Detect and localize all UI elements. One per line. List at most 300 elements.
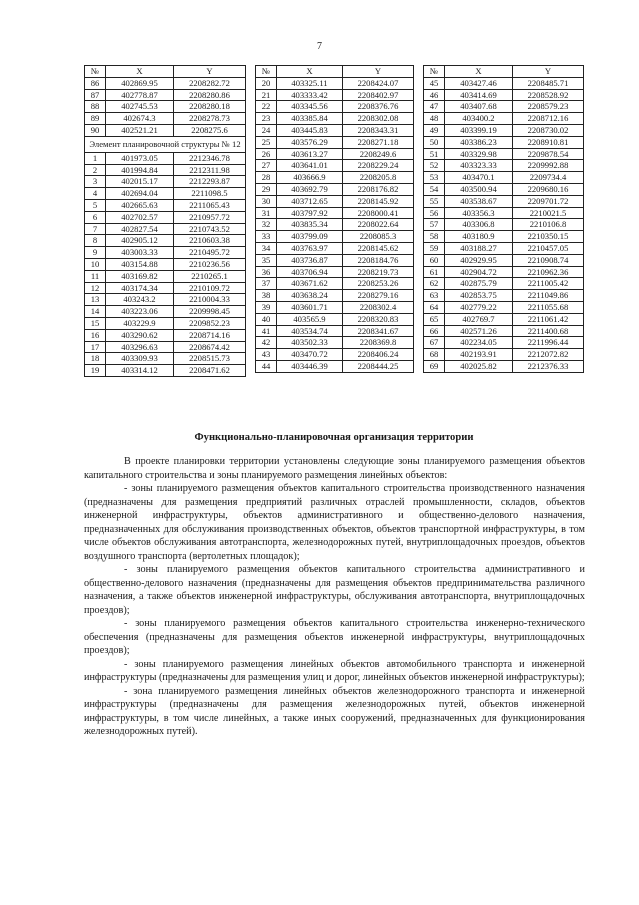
cell-y: 2211996.44 [513, 337, 584, 349]
cell-x: 403601.71 [277, 301, 343, 313]
cell-x: 403296.63 [106, 341, 174, 353]
section-intro: В проекте планировки территории установлены следующие зоны планируемого размещения объектов капитального строительства и зоны планируемого размещения линейных объектов: [84, 456, 585, 481]
table-row [85, 188, 246, 200]
table-header-row [424, 66, 584, 78]
cell-y: 2210004.33 [174, 294, 246, 306]
cell-y: 2208406.24 [343, 349, 414, 361]
cell-x: 402665.63 [106, 199, 174, 211]
cell-num: 90 [85, 124, 106, 136]
cell-x: 403414.69 [445, 89, 513, 101]
header-y: Y [174, 66, 246, 78]
cell-num: 29 [256, 183, 277, 195]
table-row [256, 231, 414, 243]
table-row [424, 101, 584, 113]
cell-x: 402025.82 [445, 360, 513, 372]
cell-y: 2210265.1 [174, 270, 246, 282]
section-title: Функционально-планировочная организация территории [194, 432, 474, 443]
cell-x: 403180.9 [445, 231, 513, 243]
cell-y: 2210962.36 [513, 266, 584, 278]
cell-x: 403290.62 [106, 329, 174, 341]
zone-list-item: - зоны планируемого размещения линейных объектов автомобильного транспорта и инженерной инфраструктуры (предназначены для размещения улиц и дорог, линейных объектов инженерной инфраструктуры); [84, 658, 585, 683]
table-row [424, 172, 584, 184]
table-row [256, 266, 414, 278]
cell-num: 31 [256, 207, 277, 219]
cell-num: 27 [256, 160, 277, 172]
cell-num: 47 [424, 101, 445, 113]
cell-y: 2209680.16 [513, 183, 584, 195]
table-row [256, 101, 414, 113]
header-x: X [106, 66, 174, 78]
table-row [424, 325, 584, 337]
cell-num: 88 [85, 101, 106, 113]
cell-x: 403345.56 [277, 101, 343, 113]
cell-x: 402015.17 [106, 176, 174, 188]
table-row [424, 349, 584, 361]
cell-y: 2208280.86 [174, 89, 246, 101]
cell-y: 2210603.38 [174, 235, 246, 247]
cell-x: 402905.12 [106, 235, 174, 247]
cell-num: 7 [85, 223, 106, 235]
zone-list-item: - зоны планируемого размещения объектов капитального строительства административного и общественно-делового назначения (предназначены для размещения объектов предпринимательства различного назначения, а также объектов инженерной инфраструктуры, обслуживания автотранспорта, внутриплощадочных проездов); [84, 564, 585, 616]
cell-y: 2208275.6 [174, 124, 246, 136]
coordinates-table-3 [423, 65, 584, 373]
zone-list-item: - зоны планируемого размещения объектов капитального строительства производственного назначения (предназначены для размещения предприятий различных отраслей промышленности, складов, объектов инженерной инфраструктуры, объектов административного и общественно-делового назначения, предназначенных для обслуживания производственных объектов, объектов транспортной инфраструктуры, в том числе объектов обслуживания автотранспорта, железнодорожных путей, внутриплощадочных проездов, объектов воздушного транспорта (вертолетных площадок); [84, 483, 585, 562]
cell-y: 2208229.24 [343, 160, 414, 172]
table-row [256, 278, 414, 290]
cell-y: 2208145.62 [343, 242, 414, 254]
cell-x: 403243.2 [106, 294, 174, 306]
header-y: Y [343, 66, 414, 78]
cell-y: 2208253.26 [343, 278, 414, 290]
cell-x: 402929.95 [445, 254, 513, 266]
table-row [85, 223, 246, 235]
table-row [424, 301, 584, 313]
table-row [256, 172, 414, 184]
table-row [85, 89, 246, 101]
cell-y: 2212376.33 [513, 360, 584, 372]
table-row [256, 242, 414, 254]
cell-x: 403641.01 [277, 160, 343, 172]
cell-num: 2 [85, 164, 106, 176]
cell-num: 50 [424, 136, 445, 148]
table-row [424, 136, 584, 148]
table-row [424, 278, 584, 290]
cell-x: 403325.11 [277, 77, 343, 89]
cell-x: 403306.8 [445, 219, 513, 231]
cell-y: 2208471.62 [174, 365, 246, 377]
cell-num: 33 [256, 231, 277, 243]
cell-num: 10 [85, 258, 106, 270]
cell-y: 2210457.05 [513, 242, 584, 254]
table-row [85, 317, 246, 329]
cell-x: 403446.39 [277, 360, 343, 372]
table3-rows [424, 77, 584, 372]
cell-x: 403736.87 [277, 254, 343, 266]
cell-num: 59 [424, 242, 445, 254]
cell-num: 52 [424, 160, 445, 172]
cell-x: 403638.24 [277, 290, 343, 302]
cell-y: 2209998.45 [174, 306, 246, 318]
cell-x: 402674.3 [106, 113, 174, 125]
cell-x: 402904.72 [445, 266, 513, 278]
cell-y: 2208402.97 [343, 89, 414, 101]
table-row [85, 341, 246, 353]
cell-x: 403763.97 [277, 242, 343, 254]
cell-y: 2210106.8 [513, 219, 584, 231]
cell-y: 2209734.4 [513, 172, 584, 184]
cell-num: 4 [85, 188, 106, 200]
table-row [424, 77, 584, 89]
table-row [85, 164, 246, 176]
cell-num: 34 [256, 242, 277, 254]
cell-x: 403174.34 [106, 282, 174, 294]
cell-x: 402694.04 [106, 188, 174, 200]
cell-num: 53 [424, 172, 445, 184]
cell-x: 403154.88 [106, 258, 174, 270]
cell-x: 402769.7 [445, 313, 513, 325]
cell-x: 403470.72 [277, 349, 343, 361]
table-header-row [256, 66, 414, 78]
cell-x: 402827.54 [106, 223, 174, 235]
table-row [256, 254, 414, 266]
cell-x: 402779.22 [445, 301, 513, 313]
table-row [85, 113, 246, 125]
cell-y: 2208369.8 [343, 337, 414, 349]
table-row [256, 77, 414, 89]
zone-list-item: - зоны планируемого размещения объектов капитального строительства инженерно-технического обеспечения (предназначены для размещения объектов инженерной инфраструктуры, внутриплощадочных проездов); [84, 618, 585, 656]
table-row [85, 282, 246, 294]
cell-x: 403538.67 [445, 195, 513, 207]
cell-x: 403502.33 [277, 337, 343, 349]
table-row [256, 290, 414, 302]
table-row [256, 124, 414, 136]
cell-num: 32 [256, 219, 277, 231]
cell-y: 2208219.73 [343, 266, 414, 278]
cell-num: 61 [424, 266, 445, 278]
cell-x: 403534.74 [277, 325, 343, 337]
cell-num: 44 [256, 360, 277, 372]
table-row [424, 231, 584, 243]
table-row [424, 254, 584, 266]
cell-num: 38 [256, 290, 277, 302]
cell-x: 403169.82 [106, 270, 174, 282]
cell-x: 403229.9 [106, 317, 174, 329]
zone-list-item: - зона планируемого размещения линейных объектов железнодорожного транспорта и инженерной инфраструктуры (предназначены для размещения железнодорожных путей, объектов инженерной инфраструктуры, в том числе линейных, а также иных сооружений, предназначенных для функционирования железнодорожных путей). [84, 685, 585, 737]
cell-num: 68 [424, 349, 445, 361]
page-number: 7 [317, 41, 322, 52]
cell-num: 20 [256, 77, 277, 89]
cell-x: 402875.79 [445, 278, 513, 290]
cell-num: 48 [424, 113, 445, 125]
cell-num: 89 [85, 113, 106, 125]
cell-y: 2208176.82 [343, 183, 414, 195]
table-row [85, 211, 246, 223]
cell-x: 403399.19 [445, 124, 513, 136]
cell-num: 46 [424, 89, 445, 101]
table-row [424, 89, 584, 101]
cell-num: 36 [256, 266, 277, 278]
cell-y: 2212346.78 [174, 152, 246, 164]
table-row [85, 306, 246, 318]
table-row [85, 270, 246, 282]
cell-x: 403003.33 [106, 247, 174, 259]
cell-y: 2208279.16 [343, 290, 414, 302]
cell-y: 2208376.76 [343, 101, 414, 113]
cell-x: 403386.23 [445, 136, 513, 148]
cell-y: 2210021.5 [513, 207, 584, 219]
table-row [424, 160, 584, 172]
cell-x: 402869.95 [106, 77, 174, 89]
cell-y: 2208714.16 [174, 329, 246, 341]
table-row [424, 242, 584, 254]
cell-x: 401973.05 [106, 152, 174, 164]
cell-num: 12 [85, 282, 106, 294]
table-row [85, 101, 246, 113]
cell-num: 55 [424, 195, 445, 207]
cell-y: 2212293.87 [174, 176, 246, 188]
cell-x: 403356.3 [445, 207, 513, 219]
cell-x: 403223.06 [106, 306, 174, 318]
cell-num: 19 [85, 365, 106, 377]
cell-num: 6 [85, 211, 106, 223]
cell-y: 2211005.42 [513, 278, 584, 290]
cell-y: 2208184.76 [343, 254, 414, 266]
table-row [256, 219, 414, 231]
cell-y: 2208280.18 [174, 101, 246, 113]
cell-num: 9 [85, 247, 106, 259]
cell-x: 403333.42 [277, 89, 343, 101]
table-row [256, 360, 414, 372]
cell-num: 37 [256, 278, 277, 290]
cell-y: 2210957.72 [174, 211, 246, 223]
cell-y: 2208145.92 [343, 195, 414, 207]
cell-num: 58 [424, 231, 445, 243]
cell-y: 2208205.8 [343, 172, 414, 184]
cell-num: 13 [85, 294, 106, 306]
table2-rows [256, 77, 414, 372]
header-x: X [277, 66, 343, 78]
cell-num: 24 [256, 124, 277, 136]
cell-y: 2208282.72 [174, 77, 246, 89]
table-row [424, 290, 584, 302]
cell-num: 14 [85, 306, 106, 318]
table-row [424, 207, 584, 219]
table-row [85, 353, 246, 365]
table-row [85, 329, 246, 341]
planning-element-subheader: Элемент планировочной структуры № 12 [85, 136, 246, 152]
cell-y: 2209992.88 [513, 160, 584, 172]
cell-y: 2208730.02 [513, 124, 584, 136]
cell-x: 402778.87 [106, 89, 174, 101]
cell-y: 2210350.15 [513, 231, 584, 243]
cell-x: 402702.57 [106, 211, 174, 223]
table-row [85, 247, 246, 259]
table-row [256, 207, 414, 219]
cell-num: 11 [85, 270, 106, 282]
cell-num: 45 [424, 77, 445, 89]
table-row [424, 219, 584, 231]
table-row [85, 152, 246, 164]
cell-y: 2208674.42 [174, 341, 246, 353]
cell-x: 403712.65 [277, 195, 343, 207]
cell-y: 2208424.07 [343, 77, 414, 89]
cell-num: 41 [256, 325, 277, 337]
table-row [424, 337, 584, 349]
cell-x: 403309.93 [106, 353, 174, 365]
table-row [424, 313, 584, 325]
table-row [85, 235, 246, 247]
table-row [424, 183, 584, 195]
cell-y: 2208341.67 [343, 325, 414, 337]
cell-x: 403470.1 [445, 172, 513, 184]
table-row [256, 89, 414, 101]
cell-y: 2211055.68 [513, 301, 584, 313]
cell-y: 2211049.86 [513, 290, 584, 302]
cell-y: 2208712.16 [513, 113, 584, 125]
table-row [424, 124, 584, 136]
cell-num: 66 [424, 325, 445, 337]
cell-y: 2209852.23 [174, 317, 246, 329]
cell-x: 402853.75 [445, 290, 513, 302]
cell-num: 63 [424, 290, 445, 302]
cell-x: 403797.92 [277, 207, 343, 219]
cell-num: 86 [85, 77, 106, 89]
cell-x: 403706.94 [277, 266, 343, 278]
table-row [85, 124, 246, 136]
table-row [256, 301, 414, 313]
coordinates-table-2 [255, 65, 414, 373]
table-row [424, 113, 584, 125]
cell-y: 2212072.82 [513, 349, 584, 361]
cell-num: 28 [256, 172, 277, 184]
coordinates-table-1 [84, 65, 246, 377]
cell-num: 62 [424, 278, 445, 290]
section-body [84, 455, 585, 739]
cell-x: 402521.21 [106, 124, 174, 136]
cell-x: 403314.12 [106, 365, 174, 377]
cell-y: 2208343.31 [343, 124, 414, 136]
table1-rows-bottom [85, 152, 246, 376]
cell-num: 65 [424, 313, 445, 325]
cell-y: 2211065.43 [174, 199, 246, 211]
cell-num: 39 [256, 301, 277, 313]
table-row [256, 136, 414, 148]
cell-x: 401994.84 [106, 164, 174, 176]
table-subheader-row [85, 136, 246, 152]
cell-num: 60 [424, 254, 445, 266]
table1-rows-top [85, 77, 246, 136]
cell-num: 8 [85, 235, 106, 247]
cell-y: 2210495.72 [174, 247, 246, 259]
cell-y: 2208579.23 [513, 101, 584, 113]
header-x: X [445, 66, 513, 78]
cell-num: 26 [256, 148, 277, 160]
cell-num: 51 [424, 148, 445, 160]
header-num: № [85, 66, 106, 78]
cell-y: 2211400.68 [513, 325, 584, 337]
cell-num: 30 [256, 195, 277, 207]
cell-y: 2208302.4 [343, 301, 414, 313]
cell-x: 403835.34 [277, 219, 343, 231]
cell-y: 2208271.18 [343, 136, 414, 148]
cell-x: 402234.05 [445, 337, 513, 349]
table-row [85, 258, 246, 270]
cell-y: 2210236.56 [174, 258, 246, 270]
cell-num: 35 [256, 254, 277, 266]
table-row [256, 325, 414, 337]
cell-y: 2210908.74 [513, 254, 584, 266]
cell-num: 87 [85, 89, 106, 101]
cell-num: 43 [256, 349, 277, 361]
cell-num: 16 [85, 329, 106, 341]
cell-y: 2209701.72 [513, 195, 584, 207]
table-row [256, 183, 414, 195]
cell-y: 2208022.64 [343, 219, 414, 231]
cell-num: 67 [424, 337, 445, 349]
cell-y: 2208910.81 [513, 136, 584, 148]
cell-x: 403576.29 [277, 136, 343, 148]
header-y: Y [513, 66, 584, 78]
cell-x: 403565.9 [277, 313, 343, 325]
cell-y: 2209878.54 [513, 148, 584, 160]
cell-x: 403427.46 [445, 77, 513, 89]
cell-num: 25 [256, 136, 277, 148]
cell-y: 2208528.92 [513, 89, 584, 101]
cell-y: 2208302.08 [343, 113, 414, 125]
table-row [85, 365, 246, 377]
cell-x: 403407.68 [445, 101, 513, 113]
cell-x: 402193.91 [445, 349, 513, 361]
cell-y: 2208515.73 [174, 353, 246, 365]
cell-y: 2211098.5 [174, 188, 246, 200]
table-row [256, 113, 414, 125]
cell-x: 403400.2 [445, 113, 513, 125]
table-row [424, 360, 584, 372]
cell-x: 403613.27 [277, 148, 343, 160]
cell-y: 2210743.52 [174, 223, 246, 235]
cell-x: 403692.79 [277, 183, 343, 195]
cell-y: 2212311.98 [174, 164, 246, 176]
header-num: № [256, 66, 277, 78]
cell-num: 56 [424, 207, 445, 219]
table-row [256, 349, 414, 361]
cell-num: 69 [424, 360, 445, 372]
table-row [424, 266, 584, 278]
table-row [256, 337, 414, 349]
cell-y: 2208320.83 [343, 313, 414, 325]
cell-y: 2211061.42 [513, 313, 584, 325]
cell-x: 403799.09 [277, 231, 343, 243]
cell-x: 403329.98 [445, 148, 513, 160]
table-row [85, 176, 246, 188]
cell-num: 42 [256, 337, 277, 349]
cell-x: 403445.83 [277, 124, 343, 136]
cell-y: 2208444.25 [343, 360, 414, 372]
cell-num: 64 [424, 301, 445, 313]
table-row [256, 195, 414, 207]
cell-y: 2208278.73 [174, 113, 246, 125]
cell-y: 2208249.6 [343, 148, 414, 160]
cell-num: 3 [85, 176, 106, 188]
table-header-row [85, 66, 246, 78]
table-row [256, 160, 414, 172]
cell-num: 23 [256, 113, 277, 125]
cell-y: 2208000.41 [343, 207, 414, 219]
cell-x: 402571.26 [445, 325, 513, 337]
table-row [256, 148, 414, 160]
cell-x: 403188.27 [445, 242, 513, 254]
cell-num: 18 [85, 353, 106, 365]
